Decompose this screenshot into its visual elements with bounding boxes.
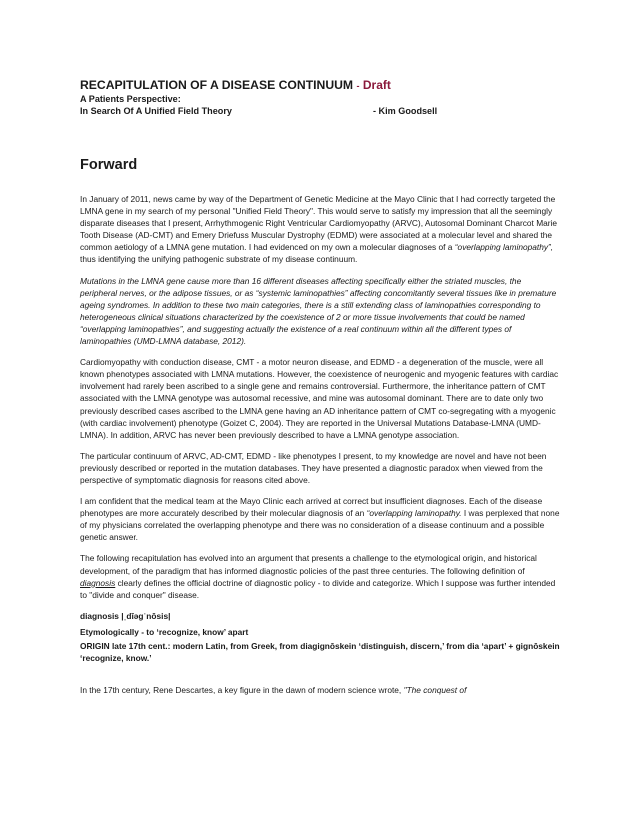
p5-emphasis: “overlapping laminopathy. [366, 508, 462, 519]
paragraph-4: The particular continuum of ARVC, AD-CMT, EDMD - like phenotypes I present, to my knowledge are novel and have not been previously described or reported in the mutation databases. They have presented a diagnostic paradox when viewed from the perspective of symptomatic diagnosis for reasons cited above. [80, 450, 547, 485]
paragraph-7 [80, 684, 560, 696]
p7-emphasis: "The conquest of [403, 685, 467, 696]
p5-text-b: I was perplexed that none of my physicians correlated the overlapping phenotype and there was no consideration of a disease continuum and a possible genetic answer. [80, 508, 560, 543]
document-title [80, 78, 560, 93]
title-dash: - [356, 81, 360, 91]
p6-text-a: The following recapitulation has evolved into an argument that presents a challenge to the etymological origin, and historical development, of the paradigm that has informed diagnostic policies of the past three centuries. The following definition of [80, 553, 537, 576]
paragraph-1 [80, 193, 560, 266]
paragraph-5 [80, 495, 560, 543]
subtitle-2: In Search Of A Unified Field Theory [80, 106, 232, 116]
p1-text: In January of 2011, news came by way of the Department of Genetic Medicine at the Mayo Clinic that I had correctly targeted the LMNA gene in my search of my personal "Unified Field Theory". This would serve to satisfy my impression that all the seemingly disparate diseases that I present, Arrhythmogenic Right Ventricular Cardiomyopathy (ARVC), Autosomal Dominant Charcot Marie Tooth Disease (AD-CMT) and Emery Driefuss Muscular Dystrophy (EDMD) were associated at a molecular level and shared the common aetiology of a LMNA gene mutation. I had evidenced on my own a molecular diagnoses of a [80, 194, 558, 253]
p5-text-a: I am confident that the medical team at the Mayo Clinic each arrived at correct but insufficient diagnoses. Each of the disease phenotypes are more accurately described by their molecular diagnosis of an [80, 496, 543, 519]
draft-label: Draft [362, 78, 391, 92]
p2-text: Mutations in the LMNA gene cause more than 16 different diseases affecting specifically either the striated muscles, the peripheral nerves, or the adipose tissues, or as “systemic laminopathies” affecting concomitantly several tissues like in premature ageing syndromes. In addition to these two main categories, there is a still extending class of laminopathies corresponding to heterogeneous clinical situations characterized by the coexistence of 2 or more tissue involvements that could be named “overlapping laminopathies”, and suggesting actually the existence of a real continuum within all the different types of laminopathies (UMD-LMNA database, 2012). [80, 275, 557, 347]
document-page [80, 78, 560, 696]
paragraph-3: Cardiomyopathy with conduction disease, CMT - a motor neuron disease, and EDMD - a degeneration of the muscle, were all known phenotypes associated with LMNA mutations. However, the coexistence of neurogenic and myogenic features with cardiac involvement had rarely been ascribed to a single gene and remains controversial. Furthermore, the inheritance pattern of CMT associated with the LMNA genotype was autosomal recessive, and mine was autosomal dominant. There are to date only two previously described cases ascribed to the LMNA gene having an AD inheritance pattern of CMT co-segregating with a myogenic (with cardiac involvement) phenotype (Goizet C, 2004). They are reported in the Universal Mutations Database-LMNA (UMD-LMNA). In addition, ARVC has never been previously described to have a LMNA genotype association. [80, 357, 559, 440]
p6-text-b: clearly defines the official doctrine of diagnostic policy - to divide and categorize. Which I suppose was further intended to "divide and conquer" disease. [80, 577, 556, 600]
subtitle-row [80, 105, 560, 117]
paragraph-2 [80, 275, 560, 348]
p1-emphasis: “overlapping laminopathy”, [454, 242, 554, 253]
definition-headword: diagnosis |ˌdīəgˈnōsis| [80, 610, 171, 621]
p7-text: In the 17th century, Rene Descartes, a key figure in the dawn of modern science wrote, [80, 685, 402, 696]
author: - Kim Goodsell [373, 106, 438, 116]
p1-end: thus identifying the unifying pathogenic substrate of my disease continuum. [80, 254, 358, 265]
title-text: RECAPITULATION OF A DISEASE CONTINUUM [80, 78, 354, 92]
subtitle-1: A Patients Perspective: [80, 94, 181, 104]
definition-origin: ORIGIN late 17th cent.: modern Latin, from Greek, from diagignōskein ‘distinguish, discern,’ from dia ‘apart’ + gignōskein ‘recognize, know.’ [80, 641, 560, 664]
definition-etymology: Etymologically - to ‘recognize, know’ apart [80, 626, 249, 637]
section-heading: Forward [80, 157, 138, 173]
p6-underlined: diagnosis [80, 577, 116, 588]
paragraph-6 [80, 552, 560, 600]
